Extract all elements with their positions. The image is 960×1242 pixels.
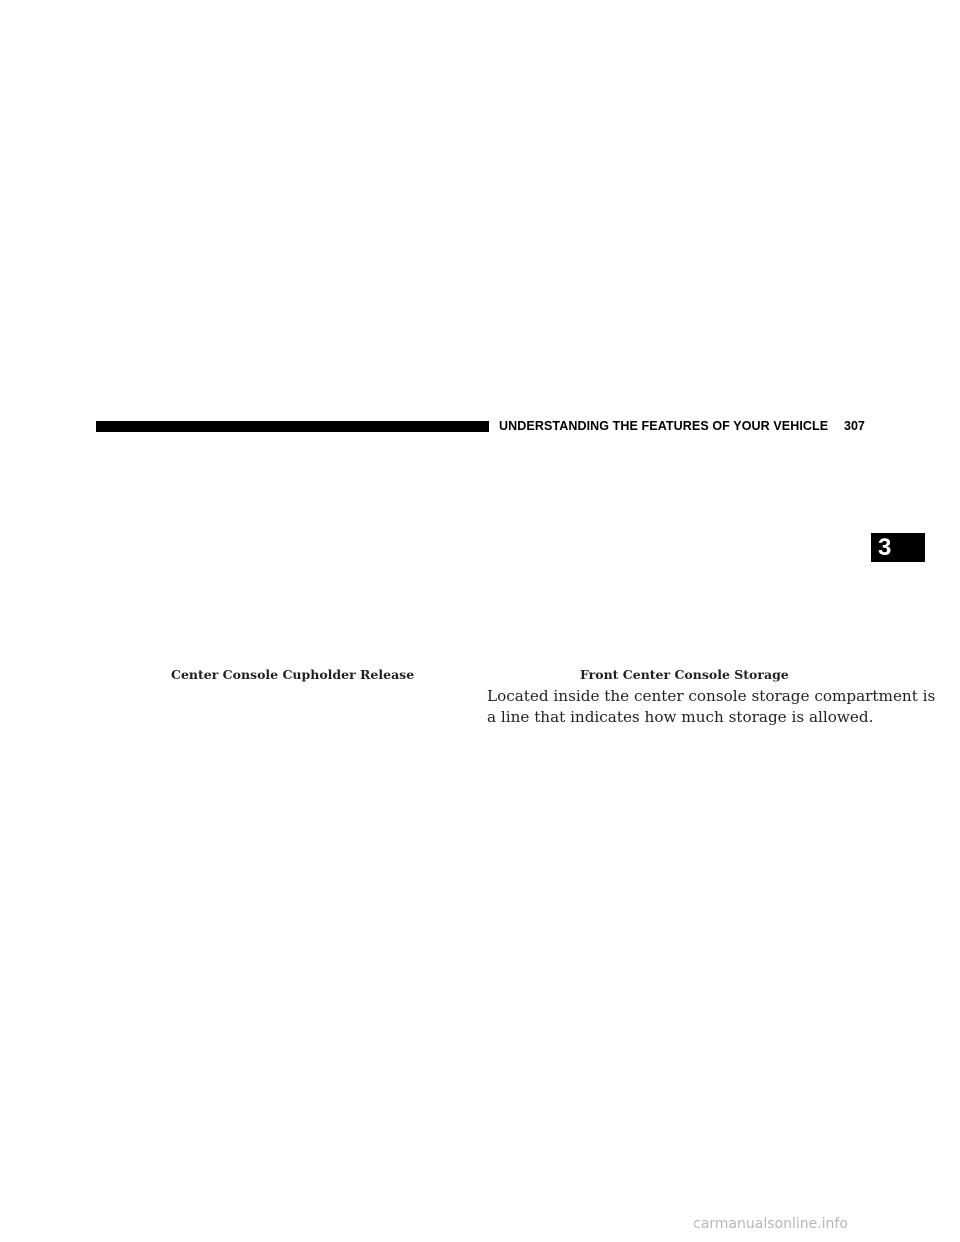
running-header-title: UNDERSTANDING THE FEATURES OF YOUR VEHICLE bbox=[499, 419, 829, 433]
figure-caption-cupholder-release: Center Console Cupholder Release bbox=[171, 667, 415, 682]
page-number: 307 bbox=[844, 419, 865, 433]
chapter-tab-number: 3 bbox=[878, 534, 892, 561]
chapter-tab bbox=[871, 533, 925, 562]
paragraph-line: Located inside the center console storage compartment is bbox=[487, 687, 936, 705]
figure-caption-console-storage: Front Center Console Storage bbox=[580, 667, 789, 682]
watermark: carmanualsonline.info bbox=[693, 1216, 848, 1232]
header-rule-bar bbox=[96, 421, 489, 432]
paragraph-line: a line that indicates how much storage is allowed. bbox=[487, 708, 874, 726]
body-paragraph bbox=[487, 686, 936, 728]
